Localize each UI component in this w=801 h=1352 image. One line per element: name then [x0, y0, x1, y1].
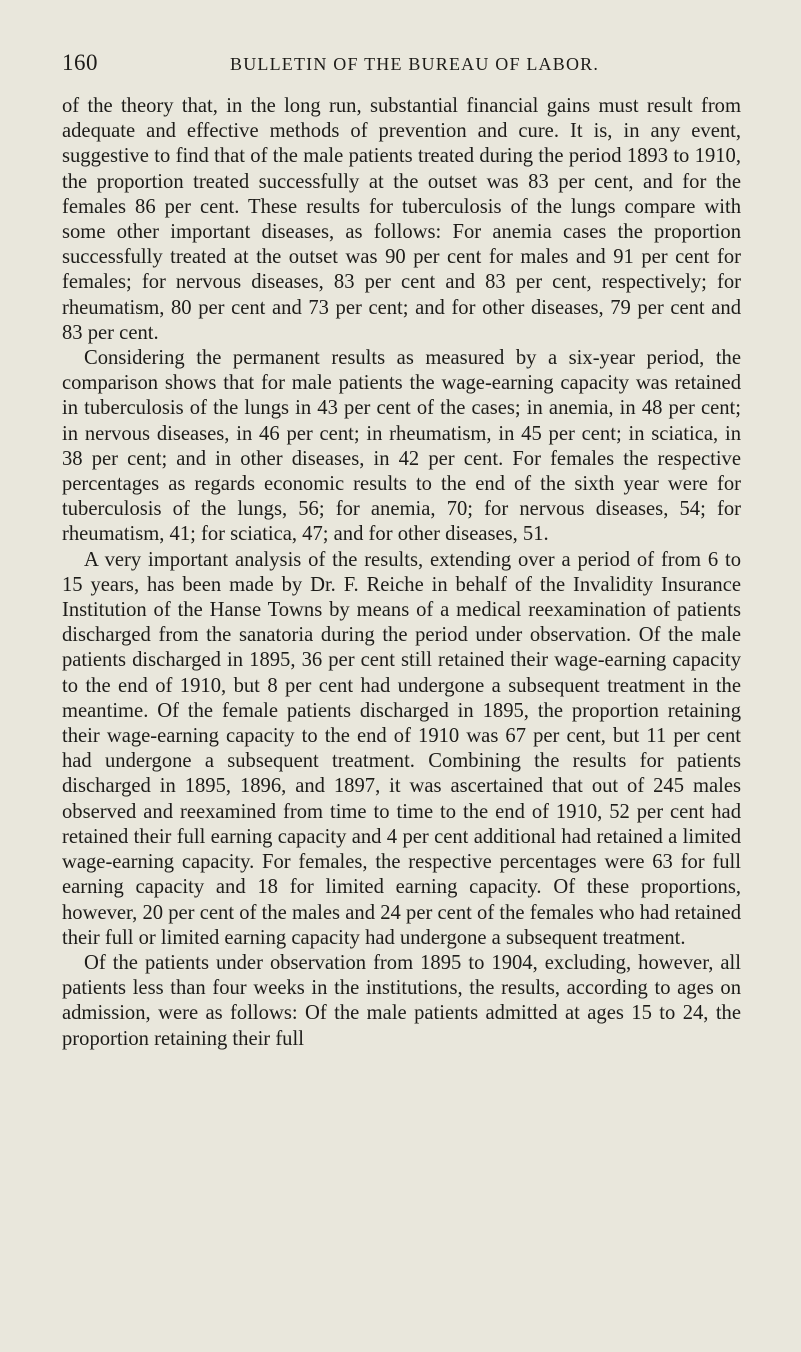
- paragraph: Of the patients under observation from 1895 to 1904, excluding, however, all patients less than four weeks in the institutions, the results, according to ages on admission, were as follows: Of the male patients admitted at ages 15 to 24, the proportion retaining their full: [62, 951, 741, 1050]
- page-number: 160: [62, 50, 98, 75]
- paragraph: Considering the permanent results as measured by a six-year period, the comparison shows that for male patients the wage-earning capacity was retained in tuberculosis of the lungs in 43 per cent of the cases; in anemia, in 48 per cent; in nervous diseases, in 46 per cent; in rheumatism, in 45 per cent; in sciatica, in 38 per cent; and in other diseases, in 42 per cent. For females the respective percentages as regards economic results to the end of the sixth year were for tuberculosis of the lungs, 56; for anemia, 70; for nervous diseases, 54; for rheumatism, 41; for sciatica, 47; and for other diseases, 51.: [62, 347, 741, 546]
- paragraph: A very important analysis of the results, extending over a period of from 6 to 15 years, has been made by Dr. F. Reiche in behalf of the Invalidity Insurance Institution of the Hanse Towns by means of a medical reexamination of patients discharged from the sanatoria during the period under observation. Of the male patients discharged in 1895, 36 per cent still retained their wage-earning capacity to the end of 1910, but 8 per cent had undergone a subsequent treatment in the meantime. Of the female patients discharged in 1895, the proportion retaining their wage-earning capacity to the end of 1910 was 67 per cent, but 11 per cent had undergone a subsequent treatment. Combining the results for patients discharged in 1895, 1896, and 1897, it was ascertained that out of 245 males observed and reexamined from time to time to the end of 1910, 52 per cent had retained their full earning capacity and 4 per cent additional had retained a limited wage-earning capacity. For females, the respective percentages were 63 for full earning capacity and 18 for limited earning capacity. Of these proportions, however, 20 per cent of the males and 24 per cent of the females who had retained their full or limited earning capacity had undergone a subsequent treatment.: [62, 548, 741, 949]
- paragraph-continued: of the theory that, in the long run, substantial financial gains must result from adequate and effective methods of prevention and cure. It is, in any event, suggestive to find that of the male patients treated during the period 1893 to 1910, the proportion treated successfully at the outset was 83 per cent, and for the females 86 per cent. These results for tuberculosis of the lungs compare with some other important diseases, as follows: For anemia cases the proportion successfully treated at the outset was 90 per cent for males and 91 per cent for females; for nervous diseases, 83 per cent and 83 per cent, respectively; for rheumatism, 80 per cent and 73 per cent; and for other diseases, 79 per cent and 83 per cent.: [62, 95, 741, 344]
- body-text: [62, 94, 741, 1052]
- running-head: BULLETIN OF THE BUREAU OF LABOR.: [230, 54, 600, 74]
- page-header: [62, 50, 742, 80]
